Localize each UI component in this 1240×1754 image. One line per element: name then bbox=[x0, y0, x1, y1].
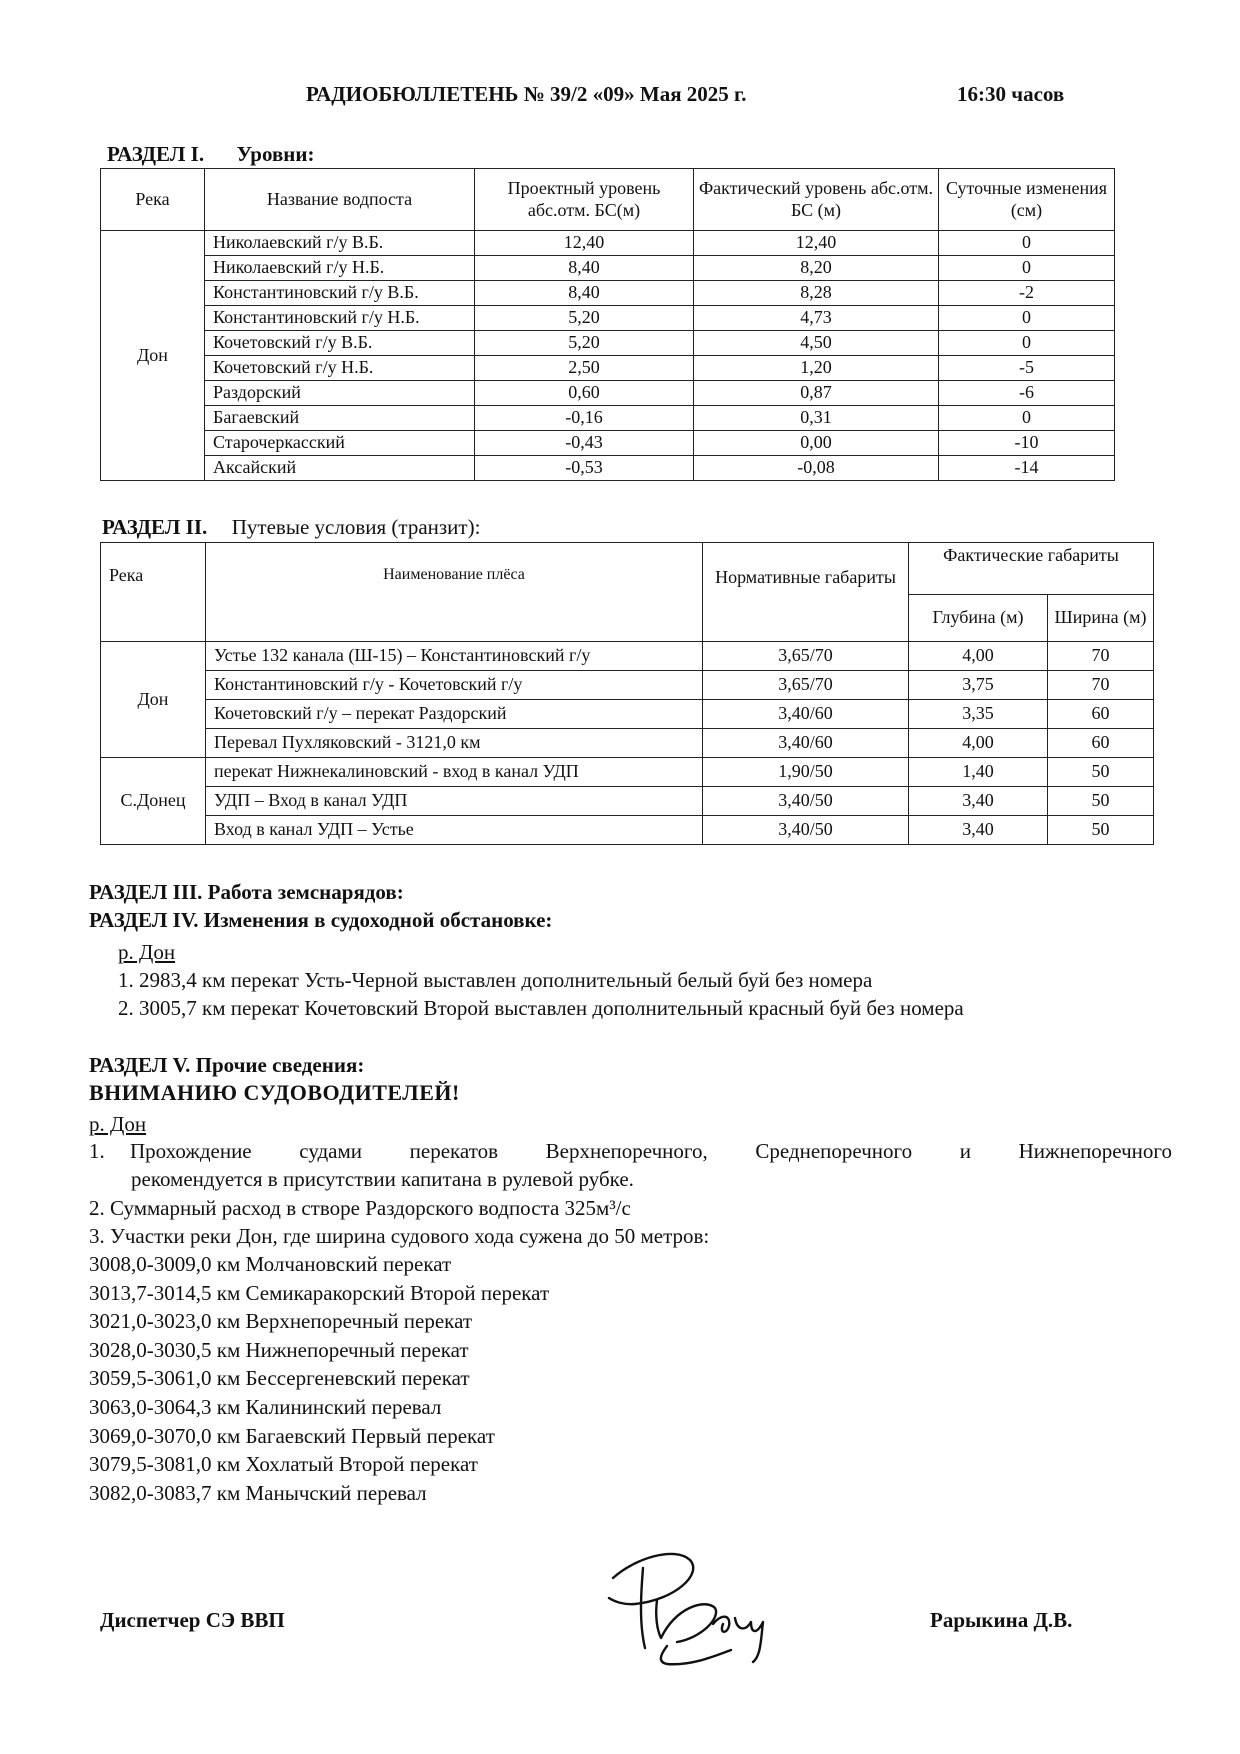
list-item: 3079,5-3081,0 км Хохлатый Второй перекат bbox=[89, 1452, 478, 1477]
actual-cell: 4,73 bbox=[694, 306, 939, 331]
col-width: Ширина (м) bbox=[1048, 595, 1154, 642]
reach-cell: УДП – Вход в канал УДП bbox=[206, 787, 703, 816]
section1-heading bbox=[107, 142, 314, 167]
footer-name: Рарыкина Д.В. bbox=[930, 1608, 1073, 1632]
table-row bbox=[101, 729, 1154, 758]
norm-cell: 1,90/50 bbox=[703, 758, 909, 787]
route-conditions-table bbox=[100, 542, 1154, 845]
col-depth: Глубина (м) bbox=[909, 595, 1048, 642]
list-item: 3008,0-3009,0 км Молчановский перекат bbox=[89, 1252, 452, 1276]
reach-cell: Устье 132 канала (Ш-15) – Константиновский г/у bbox=[206, 642, 703, 671]
section5-item-2: 2. Суммарный расход в створе Раздорского водпоста 325м³/с bbox=[89, 1196, 631, 1220]
table-row bbox=[101, 281, 1115, 306]
daily-cell: -5 bbox=[939, 356, 1115, 381]
daily-cell: 0 bbox=[939, 331, 1115, 356]
list-item: 3069,0-3070,0 км Багаевский Первый перекат bbox=[89, 1423, 495, 1448]
col-actual-level: Фактический уровень абс.отм. БС (м) bbox=[694, 169, 939, 231]
daily-cell: -14 bbox=[939, 456, 1115, 481]
actual-cell: 8,28 bbox=[694, 281, 939, 306]
table-row bbox=[101, 256, 1115, 281]
reach-cell: Кочетовский г/у – перекат Раздорский bbox=[206, 700, 703, 729]
width-cell: 50 bbox=[1048, 787, 1154, 816]
col-actual-dims: Фактические габариты bbox=[909, 543, 1154, 595]
section3-title: РАЗДЕЛ III. Работа земснарядов: bbox=[89, 880, 404, 904]
section5-item-1-line1: Прохождение судами перекатов Верхнепоречного, Среднепоречного и Нижнепоречного bbox=[130, 1139, 1172, 1163]
design-cell: 12,40 bbox=[475, 231, 694, 256]
norm-cell: 3,65/70 bbox=[703, 671, 909, 700]
section4-item-2: 2. 3005,7 км перекат Кочетовский Второй выставлен дополнительный красный буй без номера bbox=[118, 996, 964, 1020]
list-item: 3013,7-3014,5 км Семикаракорский Второй перекат bbox=[89, 1280, 550, 1305]
list-item: 3021,0-3023,0 км Верхнепоречный перекат bbox=[89, 1309, 473, 1334]
table-row bbox=[101, 231, 1115, 256]
col-reach: Наименование плёса bbox=[206, 543, 703, 642]
actual-cell: -0,08 bbox=[694, 456, 939, 481]
depth-cell: 3,40 bbox=[909, 787, 1048, 816]
depth-cell: 3,40 bbox=[909, 816, 1048, 845]
actual-cell: 1,20 bbox=[694, 356, 939, 381]
station-cell: Николаевский г/у В.Б. bbox=[205, 231, 475, 256]
section5-item-3: 3. Участки реки Дон, где ширина судового хода сужена до 50 метров: bbox=[89, 1224, 710, 1248]
daily-cell: -10 bbox=[939, 431, 1115, 456]
table-row bbox=[101, 331, 1115, 356]
table-row bbox=[101, 787, 1154, 816]
daily-cell: -2 bbox=[939, 281, 1115, 306]
norm-cell: 3,40/50 bbox=[703, 816, 909, 845]
daily-cell: 0 bbox=[939, 406, 1115, 431]
attention-heading: ВНИМАНИЮ СУДОВОДИТЕЛЕЙ! bbox=[89, 1080, 460, 1105]
station-cell: Старочеркасский bbox=[205, 431, 475, 456]
section4-river: р. Дон bbox=[118, 940, 176, 964]
width-cell: 60 bbox=[1048, 700, 1154, 729]
section1-label: РАЗДЕЛ I. bbox=[107, 142, 205, 166]
table-row bbox=[101, 406, 1115, 431]
table-row bbox=[101, 431, 1115, 456]
depth-cell: 4,00 bbox=[909, 729, 1048, 758]
width-cell: 70 bbox=[1048, 671, 1154, 700]
route-header-row bbox=[101, 543, 1154, 595]
reach-cell: перекат Нижнекалиновский - вход в канал УДП bbox=[206, 758, 703, 787]
table-row bbox=[101, 356, 1115, 381]
levels-table bbox=[100, 168, 1115, 481]
design-cell: 5,20 bbox=[475, 306, 694, 331]
reach-cell: Вход в канал УДП – Устье bbox=[206, 816, 703, 845]
daily-cell: 0 bbox=[939, 306, 1115, 331]
depth-cell: 3,35 bbox=[909, 700, 1048, 729]
station-cell: Кочетовский г/у В.Б. bbox=[205, 331, 475, 356]
table-row bbox=[101, 758, 1154, 787]
section2-label: РАЗДЕЛ II. bbox=[102, 515, 208, 539]
actual-cell: 0,31 bbox=[694, 406, 939, 431]
actual-cell: 0,87 bbox=[694, 381, 939, 406]
col-design-level: Проектный уровень абс.отм. БС(м) bbox=[475, 169, 694, 231]
signature-icon bbox=[595, 1538, 795, 1668]
table-row bbox=[101, 306, 1115, 331]
depth-cell: 4,00 bbox=[909, 642, 1048, 671]
reach-cell: Перевал Пухляковский - 3121,0 км bbox=[206, 729, 703, 758]
table-row bbox=[101, 700, 1154, 729]
width-cell: 60 bbox=[1048, 729, 1154, 758]
footer-position: Диспетчер СЭ ВВП bbox=[100, 1608, 285, 1632]
design-cell: 2,50 bbox=[475, 356, 694, 381]
design-cell: 8,40 bbox=[475, 256, 694, 281]
section5-title: РАЗДЕЛ V. Прочие сведения: bbox=[89, 1053, 365, 1077]
station-cell: Николаевский г/у Н.Б. bbox=[205, 256, 475, 281]
section2-title: Путевые условия (транзит): bbox=[231, 515, 481, 539]
station-cell: Багаевский bbox=[205, 406, 475, 431]
daily-cell: -6 bbox=[939, 381, 1115, 406]
norm-cell: 3,40/60 bbox=[703, 700, 909, 729]
section5-river: р. Дон bbox=[89, 1112, 147, 1136]
list-item: 3082,0-3083,7 км Манычский перевал bbox=[89, 1480, 427, 1505]
bulletin-header bbox=[0, 82, 1240, 112]
river-cell: С.Донец bbox=[101, 758, 206, 845]
col-station: Название водпоста bbox=[205, 169, 475, 231]
col-daily-change: Суточные изменения (см) bbox=[939, 169, 1115, 231]
design-cell: 5,20 bbox=[475, 331, 694, 356]
design-cell: -0,43 bbox=[475, 431, 694, 456]
section4-title: РАЗДЕЛ IV. Изменения в судоходной обстановке: bbox=[89, 908, 553, 932]
table-row bbox=[101, 671, 1154, 700]
table-row bbox=[101, 642, 1154, 671]
daily-cell: 0 bbox=[939, 256, 1115, 281]
table-row bbox=[101, 816, 1154, 845]
reach-cell: Константиновский г/у - Кочетовский г/у bbox=[206, 671, 703, 700]
station-cell: Константиновский г/у Н.Б. bbox=[205, 306, 475, 331]
table-row bbox=[101, 456, 1115, 481]
section2-heading bbox=[102, 515, 480, 540]
actual-cell: 4,50 bbox=[694, 331, 939, 356]
col-river: Река bbox=[101, 169, 205, 231]
depth-cell: 3,75 bbox=[909, 671, 1048, 700]
width-cell: 50 bbox=[1048, 816, 1154, 845]
section1-title: Уровни: bbox=[236, 142, 315, 166]
section5-item-1-num: 1. bbox=[89, 1139, 105, 1163]
levels-header-row bbox=[101, 169, 1115, 231]
station-cell: Аксайский bbox=[205, 456, 475, 481]
col-river: Река bbox=[101, 543, 206, 642]
river-cell: Дон bbox=[101, 642, 206, 758]
section4-item-1: 1. 2983,4 км перекат Усть-Черной выставлен дополнительный белый буй без номера bbox=[118, 968, 873, 992]
design-cell: -0,16 bbox=[475, 406, 694, 431]
station-cell: Кочетовский г/у Н.Б. bbox=[205, 356, 475, 381]
norm-cell: 3,40/60 bbox=[703, 729, 909, 758]
bulletin-title: РАДИОБЮЛЛЕТЕНЬ № 39/2 «09» Мая 2025 г. bbox=[306, 82, 747, 106]
list-item: 3028,0-3030,5 км Нижнепоречный перекат bbox=[89, 1337, 469, 1362]
list-item: 3059,5-3061,0 км Бессергеневский перекат bbox=[89, 1366, 470, 1391]
actual-cell: 0,00 bbox=[694, 431, 939, 456]
norm-cell: 3,40/50 bbox=[703, 787, 909, 816]
station-cell: Раздорский bbox=[205, 381, 475, 406]
narrow-sections-list bbox=[89, 1252, 549, 1509]
section5-item-1-line2: рекомендуется в присутствии капитана в рулевой рубке. bbox=[131, 1167, 634, 1191]
river-cell: Дон bbox=[101, 231, 205, 481]
station-cell: Константиновский г/у В.Б. bbox=[205, 281, 475, 306]
design-cell: 8,40 bbox=[475, 281, 694, 306]
col-norm: Нормативные габариты bbox=[703, 543, 909, 642]
actual-cell: 8,20 bbox=[694, 256, 939, 281]
actual-cell: 12,40 bbox=[694, 231, 939, 256]
bulletin-time: 16:30 часов bbox=[957, 82, 1065, 106]
design-cell: -0,53 bbox=[475, 456, 694, 481]
depth-cell: 1,40 bbox=[909, 758, 1048, 787]
list-item: 3063,0-3064,3 км Калининский перевал bbox=[89, 1394, 442, 1419]
design-cell: 0,60 bbox=[475, 381, 694, 406]
norm-cell: 3,65/70 bbox=[703, 642, 909, 671]
daily-cell: 0 bbox=[939, 231, 1115, 256]
width-cell: 70 bbox=[1048, 642, 1154, 671]
table-row bbox=[101, 381, 1115, 406]
width-cell: 50 bbox=[1048, 758, 1154, 787]
